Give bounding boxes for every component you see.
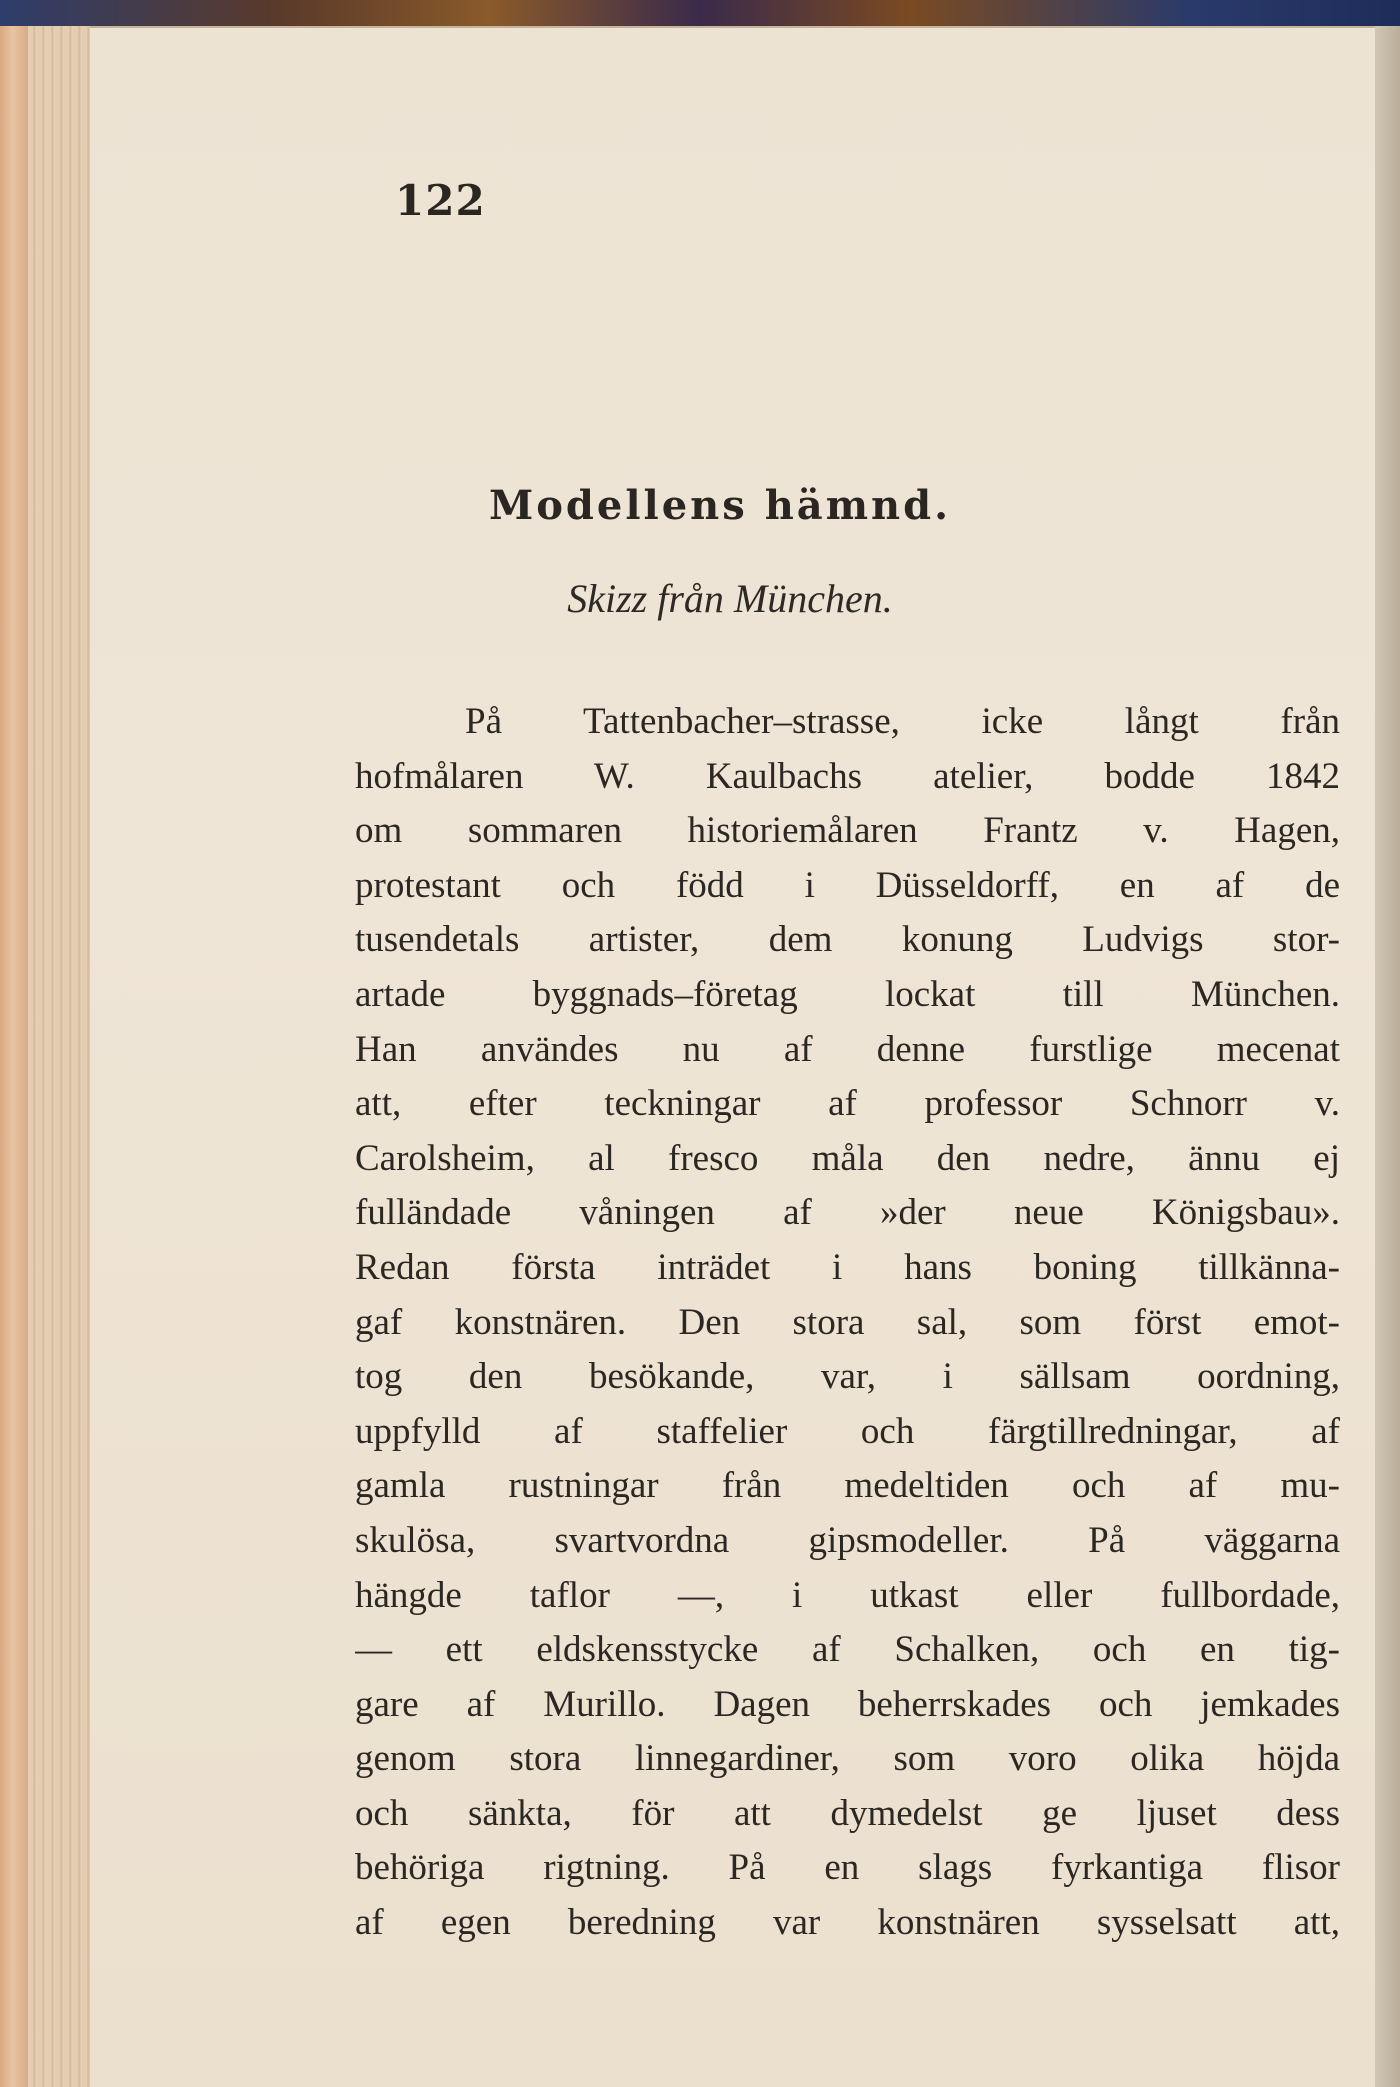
marbled-cover-edge — [0, 0, 1400, 26]
text-line: På Tattenbacher–strasse, icke långt från — [465, 701, 1340, 742]
text-line: Han användes nu af denne furstlige mecenat — [355, 1028, 1340, 1070]
text-line: gamla rustningar från medeltiden och af mu- — [355, 1465, 1340, 1507]
text-line: artade byggnads–företag lockat till München. — [355, 973, 1340, 1015]
text-line: tog den besökande, var, i sällsam oordning, — [355, 1356, 1340, 1398]
text-line: hofmålaren W. Kaulbachs atelier, bodde 1842 — [355, 755, 1340, 797]
text-line: — ett eldskensstycke af Schalken, och en tig- — [355, 1629, 1340, 1671]
book-spine-edge — [0, 26, 28, 2087]
page-right-shadow — [1375, 26, 1400, 2087]
text-line: protestant och född i Düsseldorff, en af de — [355, 864, 1340, 906]
text-line: genom stora linnegardiner, som voro olika höjda — [355, 1738, 1340, 1780]
text-line: fulländade våningen af »der neue Königsbau». — [355, 1192, 1340, 1234]
text-line: af egen beredning var konstnären sysselsatt att, — [355, 1902, 1340, 1944]
text-line: Redan första inträdet i hans boning tillkänna- — [355, 1246, 1340, 1288]
chapter-subtitle: Skizz från München. — [567, 576, 893, 621]
chapter-title: Modellens hämnd. — [488, 482, 952, 529]
text-line: skulösa, svartvordna gipsmodeller. På väggarna — [355, 1519, 1340, 1561]
stacked-page-edges — [28, 26, 90, 2087]
page-number: 122 — [395, 176, 486, 225]
text-line: gaf konstnären. Den stora sal, som först emot- — [355, 1301, 1340, 1343]
text-line: om sommaren historiemålaren Frantz v. Hagen, — [355, 810, 1340, 852]
text-line: gare af Murillo. Dagen beherrskades och jemkades — [355, 1683, 1340, 1725]
text-line: uppfylld af staffelier och färgtillredningar, af — [355, 1410, 1340, 1452]
body-text — [355, 695, 1340, 1951]
text-line: och sänkta, för att dymedelst ge ljuset dess — [355, 1792, 1340, 1834]
text-line: Carolsheim, al fresco måla den nedre, ännu ej — [355, 1137, 1340, 1179]
text-line: hängde taflor —, i utkast eller fullbordade, — [355, 1574, 1340, 1616]
text-line: behöriga rigtning. På en slags fyrkantiga flisor — [355, 1847, 1340, 1889]
text-line: att, efter teckningar af professor Schnorr v. — [355, 1083, 1340, 1125]
text-line: tusendetals artister, dem konung Ludvigs stor- — [355, 919, 1340, 961]
